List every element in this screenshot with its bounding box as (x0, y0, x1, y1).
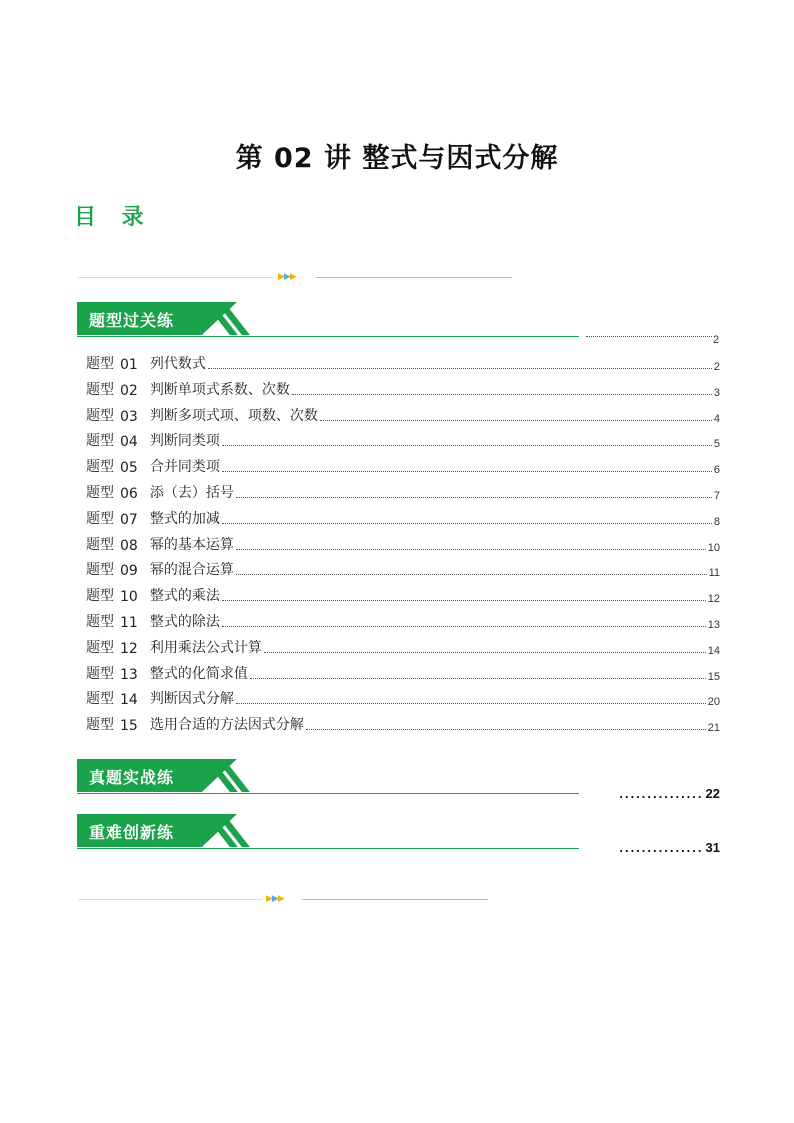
toc-item-prefix: 题型 (86, 588, 114, 605)
toc-item-page: 20 (707, 696, 720, 709)
toc-item-page: 21 (707, 722, 720, 735)
toc-heading: 目 录 (74, 205, 153, 230)
toc-item[interactable] (86, 559, 720, 579)
toc-item-number: 05 (120, 460, 138, 477)
triple-arrow-icon: ▶▶▶ (266, 894, 284, 904)
dot-leader (586, 335, 712, 337)
toc-item-title: 判断单项式系数、次数 (149, 381, 290, 398)
banner-underline (77, 336, 579, 337)
toc-item-title: 判断多项式项、项数、次数 (149, 407, 318, 424)
toc-item-page: 8 (713, 515, 720, 528)
divider-line-left (78, 277, 274, 278)
toc-item-title: 整式的化简求值 (149, 665, 248, 682)
toc-item-prefix: 题型 (86, 639, 114, 656)
toc-item-number: 03 (120, 408, 138, 425)
triple-arrow-icon: ▶▶▶ (278, 272, 296, 282)
divider-line-right (316, 277, 512, 278)
page-title: 第 02 讲 整式与因式分解 (235, 143, 559, 174)
toc-item-number: 04 (120, 434, 138, 451)
toc-item-page: 14 (707, 644, 720, 657)
dot-leader (236, 573, 707, 575)
toc-item-title: 整式的加减 (149, 510, 220, 527)
toc-item-number: 06 (120, 486, 138, 502)
toc-item[interactable] (86, 688, 720, 708)
toc-item-prefix: 题型 (86, 407, 114, 424)
section-banner-1[interactable] (77, 302, 579, 338)
toc-item-prefix: 题型 (86, 665, 114, 682)
dot-leader: ............... (619, 840, 704, 855)
toc-item-title: 选用合适的方法因式分解 (149, 717, 304, 734)
divider-line-left (78, 899, 262, 900)
section-page-number: 31 (705, 840, 720, 855)
dot-leader (236, 702, 706, 704)
toc-item-prefix: 题型 (86, 485, 114, 501)
toc-item-page: 5 (713, 438, 720, 451)
top-divider (78, 274, 514, 282)
section-label: 题型过关练 (89, 311, 175, 330)
toc-item-title: 幂的基本运算 (149, 536, 234, 553)
dot-leader (208, 367, 712, 369)
toc-item-prefix: 题型 (86, 536, 114, 553)
section-page-ref (619, 786, 720, 801)
section-banner-3[interactable] (77, 814, 579, 850)
toc-item-title: 列代数式 (149, 356, 206, 372)
toc-item-number: 15 (120, 718, 138, 735)
toc-item-prefix: 题型 (86, 614, 114, 630)
toc-item-page: 6 (713, 464, 720, 477)
toc-item-page: 15 (707, 670, 720, 683)
toc-item-page: 7 (713, 490, 720, 502)
toc-item-page: 12 (707, 593, 720, 606)
toc-item-title: 添（去）括号 (149, 485, 234, 501)
toc-item-prefix: 题型 (86, 562, 114, 579)
dot-leader (320, 419, 712, 421)
dot-leader (236, 496, 712, 498)
toc-item[interactable] (86, 534, 720, 554)
toc-item[interactable] (86, 456, 720, 476)
toc-item[interactable] (86, 663, 720, 683)
dot-leader (236, 548, 706, 550)
toc-item-title: 整式的除法 (149, 614, 220, 630)
toc-item-number: 13 (120, 666, 138, 683)
toc-item-number: 10 (120, 589, 138, 606)
toc-item-number: 09 (120, 563, 138, 580)
toc-item-title: 幂的混合运算 (149, 562, 234, 579)
bottom-divider (78, 896, 488, 904)
toc-item-number: 14 (120, 692, 138, 709)
toc-item-number: 11 (120, 615, 138, 631)
toc-item[interactable] (86, 585, 720, 605)
toc-item-number: 02 (120, 382, 138, 399)
dot-leader (222, 522, 712, 524)
dot-leader (264, 651, 706, 653)
toc-item-title: 判断同类项 (149, 433, 220, 450)
toc-item-title: 合并同类项 (149, 459, 220, 476)
toc-item-page: 13 (707, 619, 720, 631)
toc-item-prefix: 题型 (86, 356, 114, 372)
section-page-number: 22 (705, 786, 720, 801)
toc-item-number: 08 (120, 537, 138, 554)
dot-leader: ............... (619, 786, 704, 801)
section-page-number: 2 (713, 334, 720, 346)
toc-item[interactable] (86, 405, 720, 425)
toc-item-prefix: 题型 (86, 381, 114, 398)
toc-item-title: 判断因式分解 (149, 691, 234, 708)
toc-item[interactable] (86, 482, 720, 502)
toc-item-title: 利用乘法公式计算 (149, 639, 262, 656)
toc-item[interactable] (86, 353, 720, 373)
toc-item-prefix: 题型 (86, 510, 114, 527)
toc-item-prefix: 题型 (86, 717, 114, 734)
toc-item[interactable] (86, 508, 720, 528)
section-label: 重难创新练 (89, 823, 175, 842)
banner-underline (77, 793, 579, 794)
toc-item[interactable] (86, 379, 720, 399)
toc-item-page: 2 (713, 361, 720, 373)
toc-item[interactable] (86, 611, 720, 631)
section-label: 真题实战练 (89, 768, 175, 787)
divider-line-right (302, 899, 488, 900)
dot-leader (292, 393, 712, 395)
toc-item-title: 整式的乘法 (149, 588, 220, 605)
toc-item-prefix: 题型 (86, 433, 114, 450)
toc-item-prefix: 题型 (86, 691, 114, 708)
dot-leader (250, 677, 706, 679)
toc-item-number: 07 (120, 511, 138, 528)
toc-item-page: 4 (713, 412, 720, 425)
toc-item[interactable] (86, 430, 720, 450)
section-banner-2[interactable] (77, 759, 579, 795)
dot-leader (306, 728, 706, 730)
toc-item-page: 11 (708, 567, 720, 580)
toc-item-number: 12 (120, 640, 138, 657)
dot-leader (222, 470, 712, 472)
dot-leader (222, 625, 706, 627)
toc-item[interactable] (86, 714, 720, 734)
dot-leader (222, 599, 706, 601)
dot-leader (222, 444, 712, 446)
toc-item-number: 01 (120, 357, 138, 373)
toc-item-page: 3 (713, 386, 720, 399)
toc-item-prefix: 题型 (86, 459, 114, 476)
banner-underline (77, 848, 579, 849)
toc-item[interactable] (86, 637, 720, 657)
toc-item-page: 10 (707, 541, 720, 554)
section-page-ref (619, 840, 720, 855)
